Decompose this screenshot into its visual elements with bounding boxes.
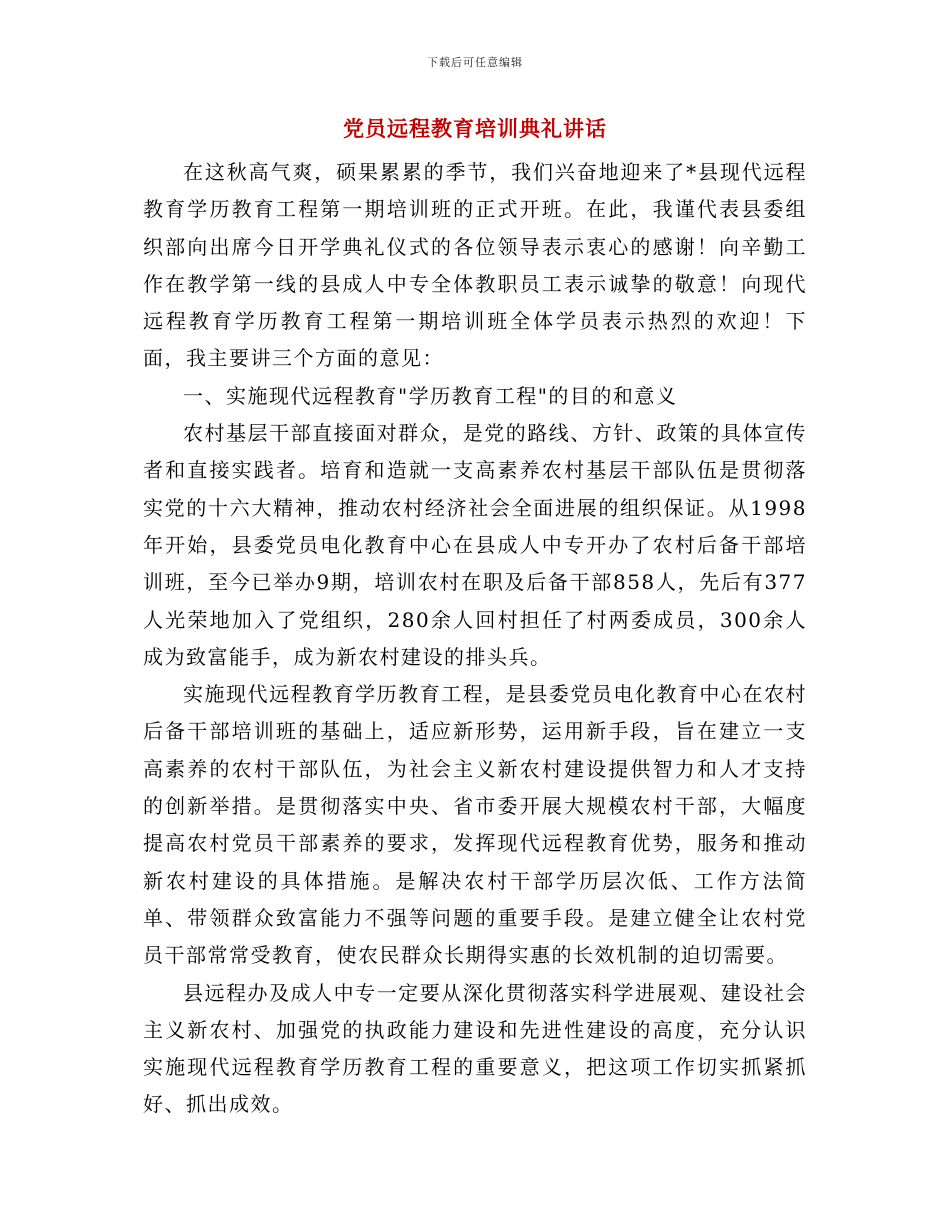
section-heading-1: 一、实施现代远程教育"学历教育工程"的目的和意义 [183, 383, 678, 408]
paragraph-significance: 实施现代远程教育学历教育工程，是县委党员电化教育中心在农村后备干部培训班的基础上，适应新形势，运用新手段，旨在建立一支高素养的农村干部队伍，为社会主义新农村建设提供智力和人才支持的创新举措。是贯彻落实中央、省市委开展大规模农村干部，大幅度提高农村党员干部素养的要求，发挥现代远程教育优势，服务和推动新农村建设的具体措施。是解决农村干部学历层次低、工作方法简单、带领群众致富能力不强等问题的重要手段。是建立健全让农村党员干部常常受教育，使农民群众长期得实惠的长效机制的迫切需要。 [143, 682, 807, 968]
paragraph-background: 农村基层干部直接面对群众，是党的路线、方针、政策的具体宣传者和直接实践者。培育和造就一支高素养农村基层干部队伍是贯彻落实党的十六大精神，推动农村经济社会全面进展的组织保证。从1998年开始，县委党员电化教育中心在县成人中专开办了农村后备干部培训班，至今已举办9期，培训农村在职及后备干部858人，先后有377人光荣地加入了党组织，280余人回村担任了村两委成员，300余人成为致富能手，成为新农村建设的排头兵。 [143, 421, 807, 669]
paragraph-requirement: 县远程办及成人中专一定要从深化贯彻落实科学进展观、建设社会主义新农村、加强党的执政能力建设和先进性建设的高度，充分认识实施现代远程教育学历教育工程的重要意义，把这项工作切实抓紧抓好、抓出成效。 [143, 980, 807, 1117]
paragraph-opening: 在这秋高气爽，硕果累累的季节，我们兴奋地迎来了*县现代远程教育学历教育工程第一期培训班的正式开班。在此，我谨代表县委组织部向出席今日开学典礼仪式的各位领导表示衷心的感谢！向辛勤工作在教学第一线的县成人中专全体教职员工表示诚挚的敬意！向现代远程教育学历教育工程第一期培训班全体学员表示热烈的欢迎！下面，我主要讲三个方面的意见： [143, 160, 807, 371]
document-title: 党员远程教育培训典礼讲话 [343, 116, 607, 141]
document-body [143, 154, 807, 1124]
header-note: 下载后可任意编辑 [427, 56, 523, 69]
